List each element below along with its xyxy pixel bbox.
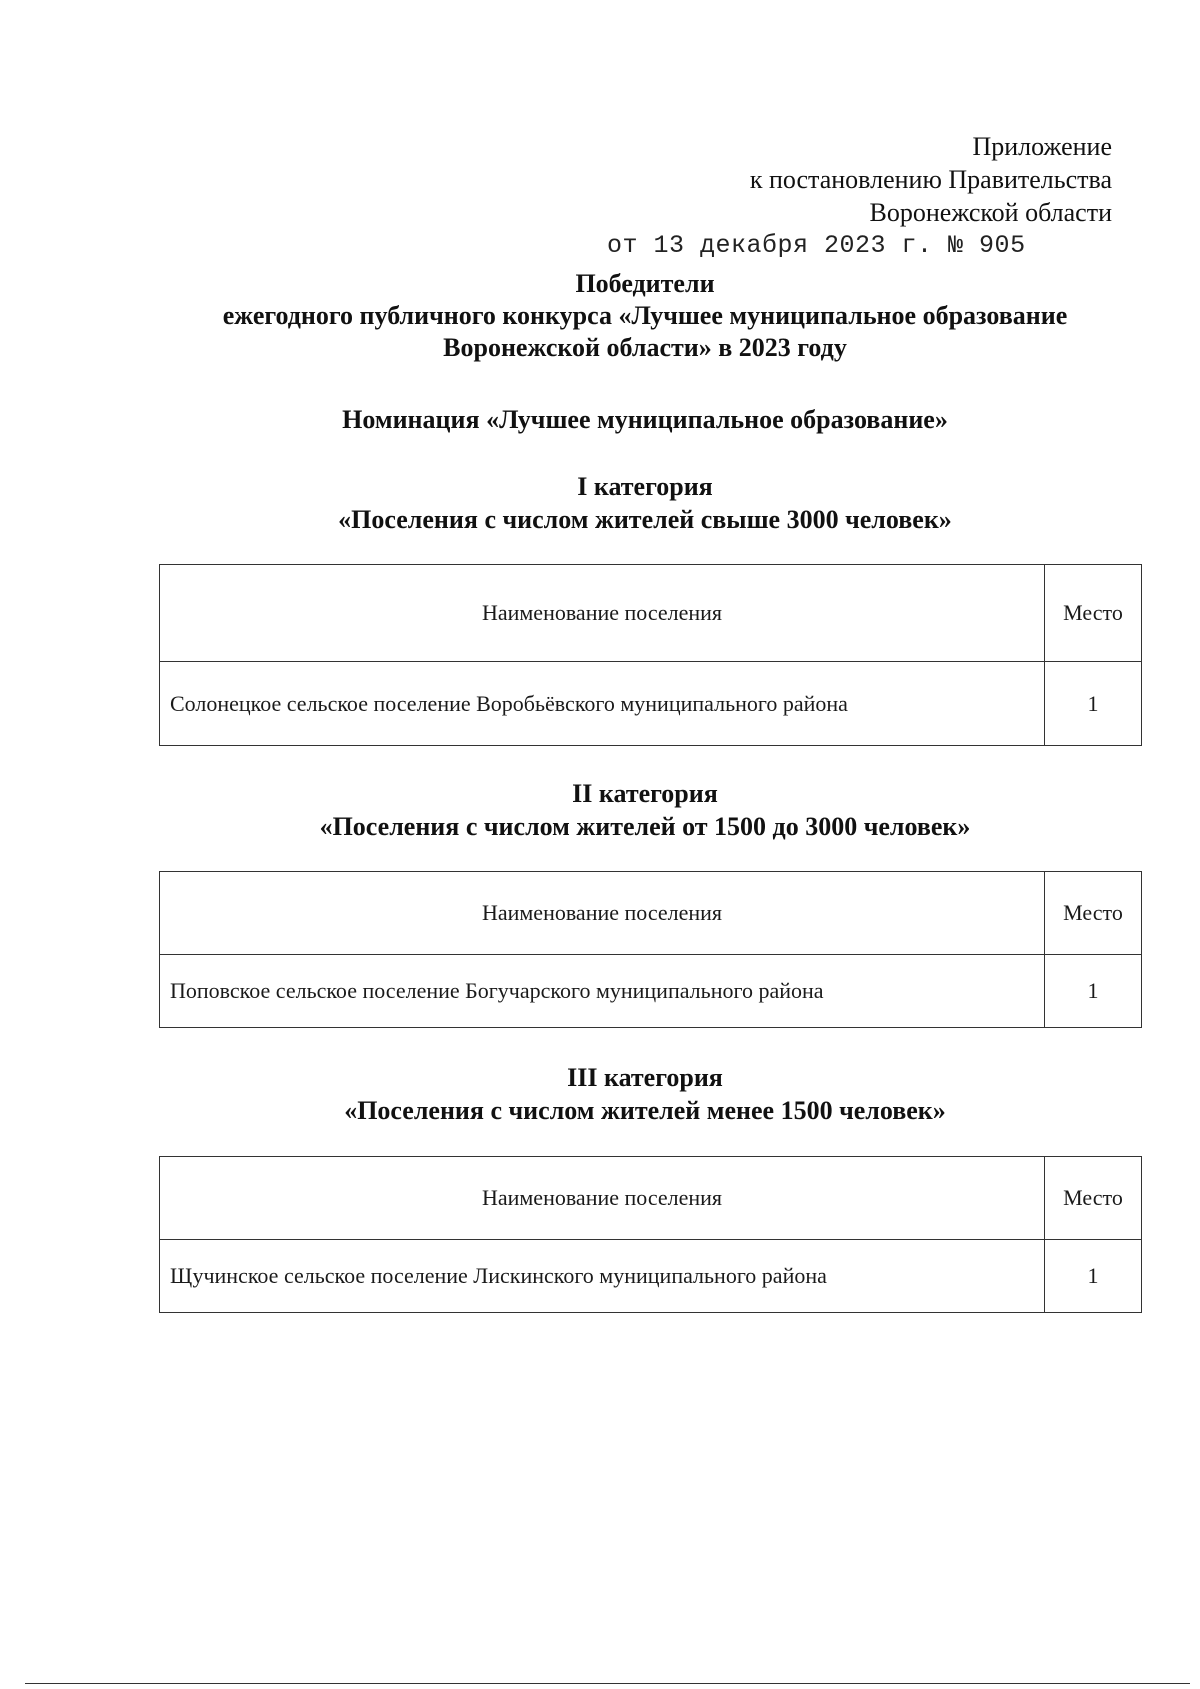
settlement-place: 1	[1045, 955, 1142, 1028]
appendix-line-3: Воронежской области	[869, 198, 1112, 227]
table-row	[160, 1240, 1142, 1313]
column-header-name: Наименование поселения	[160, 872, 1045, 955]
appendix-line-2: к постановлению Правительства	[749, 165, 1112, 194]
settlement-place: 1	[1045, 662, 1142, 746]
category-1-table	[159, 564, 1142, 746]
column-header-place: Место	[1045, 1157, 1142, 1240]
title-line-1: Победители	[575, 269, 715, 298]
table-header-row	[160, 565, 1142, 662]
category-1-heading	[0, 470, 1200, 536]
settlement-name: Щучинское сельское поселение Лискинского муниципального района	[160, 1240, 1045, 1313]
category-2-subtitle: «Поселения с числом жителей от 1500 до 3000 человек»	[319, 812, 971, 841]
column-header-name: Наименование поселения	[160, 1157, 1045, 1240]
category-2-table	[159, 871, 1142, 1028]
title-line-2: ежегодного публичного конкурса «Лучшее муниципальное образование	[222, 301, 1068, 330]
appendix-block	[750, 130, 1112, 229]
category-3-table	[159, 1156, 1142, 1313]
title-line-3: Воронежской области» в 2023 году	[443, 333, 847, 362]
category-2-heading	[0, 777, 1200, 843]
table-row	[160, 662, 1142, 746]
settlement-name: Поповское сельское поселение Богучарского муниципального района	[160, 955, 1045, 1028]
appendix-line-1: Приложение	[972, 132, 1112, 161]
category-3-heading	[0, 1061, 1200, 1127]
bottom-divider	[25, 1683, 1190, 1684]
column-header-place: Место	[1045, 872, 1142, 955]
table-row	[160, 955, 1142, 1028]
column-header-place: Место	[1045, 565, 1142, 662]
column-header-name: Наименование поселения	[160, 565, 1045, 662]
category-3-title: III категория	[567, 1063, 723, 1092]
category-1-subtitle: «Поселения с числом жителей свыше 3000 человек»	[338, 505, 952, 534]
appendix-date: от 13 декабря 2023 г. № 905	[607, 231, 1026, 260]
document-title	[0, 268, 1200, 364]
category-2-title: II категория	[572, 779, 718, 808]
nomination-heading: Номинация «Лучшее муниципальное образование»	[342, 405, 948, 434]
settlement-name: Солонецкое сельское поселение Воробьёвского муниципального района	[160, 662, 1045, 746]
category-3-subtitle: «Поселения с числом жителей менее 1500 человек»	[344, 1096, 946, 1125]
category-1-title: I категория	[577, 472, 713, 501]
table-header-row	[160, 872, 1142, 955]
settlement-place: 1	[1045, 1240, 1142, 1313]
table-header-row	[160, 1157, 1142, 1240]
